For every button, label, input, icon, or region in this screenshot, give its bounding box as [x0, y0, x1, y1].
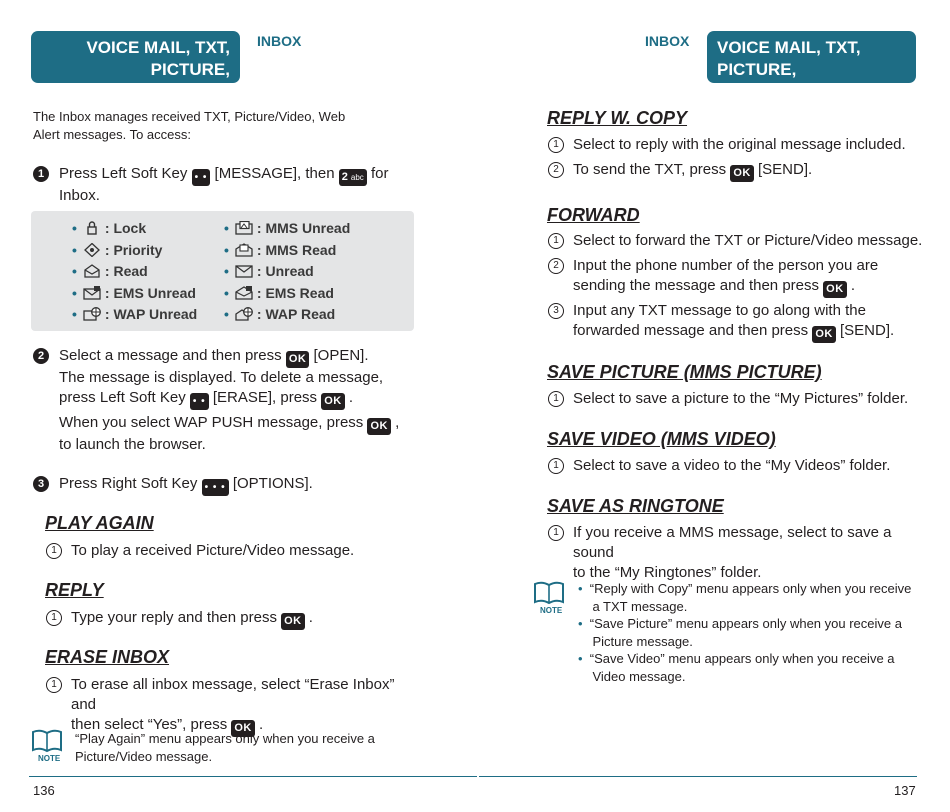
- item-number: 1: [548, 391, 564, 407]
- item-number: 1: [548, 458, 564, 474]
- heading-forward: FORWARD: [547, 205, 640, 225]
- right-footer-rule: [479, 776, 917, 777]
- ok-key-icon: OK: [823, 281, 847, 298]
- legend-item-ems-unread: • : EMS Unread: [72, 285, 196, 301]
- legend-item-read: • : Read: [72, 263, 148, 279]
- right-note-3: • “Save Video” menu appears only when you receive a Video message.: [578, 651, 895, 684]
- forward-item-1: Select to forward the TXT or Picture/Video message.: [573, 232, 923, 249]
- reply-copy-item-2: To send the TXT, press OK [SEND].: [573, 160, 812, 182]
- ems-unread-icon: [83, 286, 101, 300]
- step-2-text: Select a message and then press OK [OPEN]. The message is displayed. To delete a message, press Left Soft Key • • [ERASE], press OK .: [59, 346, 419, 410]
- heading-save-as-ringtone: SAVE AS RINGTONE: [547, 496, 724, 516]
- item-number: 3: [548, 303, 564, 319]
- ok-key-icon: OK: [286, 351, 310, 368]
- mms-read-icon: [235, 243, 253, 257]
- save-video-item-1: Select to save a video to the “My Videos” folder.: [573, 457, 891, 474]
- banner-line1: VOICE MAIL, TXT, PICTURE,: [717, 38, 861, 79]
- item-number: 1: [46, 610, 62, 626]
- unread-icon: [235, 264, 253, 278]
- intro-text: The Inbox manages received TXT, Picture/Video, Web Alert messages. To access:: [33, 109, 346, 142]
- legend-item-wap-read: • : WAP Read: [224, 306, 336, 322]
- item-number: 1: [548, 137, 564, 153]
- key-2-abc-icon: 2 abc: [339, 169, 367, 186]
- right-page-number: 137: [894, 783, 916, 798]
- ok-key-icon: OK: [231, 720, 255, 737]
- save-ringtone-item-1: If you receive a MMS message, select to save a sound to the “My Ringtones” folder.: [573, 524, 892, 581]
- forward-item-2: Input the phone number of the person you are sending the message and then press OK .: [573, 256, 913, 298]
- right-note-1: • “Reply with Copy” menu appears only when you receive a TXT message.: [578, 581, 912, 614]
- item-number: 1: [46, 677, 62, 693]
- heading-reply: REPLY: [45, 580, 104, 600]
- note-book-icon: [533, 580, 565, 608]
- lock-icon: [83, 221, 101, 235]
- note-label: NOTE: [540, 606, 563, 615]
- step-1-number: 1: [33, 166, 49, 182]
- step-2-wap-text: When you select WAP PUSH message, press OK , to launch the browser.: [59, 414, 400, 453]
- item-number: 2: [548, 258, 564, 274]
- priority-icon: [83, 243, 101, 257]
- note-book-icon: [31, 728, 63, 756]
- step-3-text: Press Right Soft Key • • • [OPTIONS].: [59, 474, 419, 496]
- right-inbox-tag: INBOX: [645, 33, 690, 49]
- reply-text: Type your reply and then press OK .: [71, 608, 313, 630]
- left-inbox-tag: INBOX: [257, 33, 302, 49]
- item-number: 1: [548, 233, 564, 249]
- read-icon: [83, 264, 101, 278]
- right-soft-key-icon: • • •: [202, 479, 229, 496]
- left-page-number: 136: [33, 783, 55, 798]
- ok-key-icon: OK: [730, 165, 754, 182]
- heading-reply-with-copy: REPLY W. COPY: [547, 108, 688, 128]
- ok-key-icon: OK: [321, 393, 345, 410]
- ok-key-icon: OK: [281, 613, 305, 630]
- step-2-number: 2: [33, 348, 49, 364]
- left-soft-key-icon: • •: [190, 393, 209, 410]
- step-1-text: Press Left Soft Key • • [MESSAGE], then 2 abc for Inbox.: [59, 165, 389, 204]
- legend-item-unread: • : Unread: [224, 263, 314, 279]
- ems-read-icon: [235, 286, 253, 300]
- item-number: 1: [548, 525, 564, 541]
- reply-copy-item-1: Select to reply with the original message included.: [573, 136, 906, 153]
- item-number: 2: [548, 162, 564, 178]
- item-number: 1: [46, 543, 62, 559]
- right-section-banner: [707, 31, 916, 101]
- legend-item-lock: • : Lock: [72, 220, 147, 236]
- legend-item-mms-read: • : MMS Read: [224, 242, 337, 258]
- ok-key-icon: OK: [812, 326, 836, 343]
- mms-unread-icon: [235, 221, 253, 235]
- left-note-text: “Play Again” menu appears only when you receive a Picture/Video message.: [75, 731, 375, 764]
- legend-item-wap-unread: • : WAP Unread: [72, 306, 198, 322]
- note-label: NOTE: [38, 754, 61, 763]
- heading-play-again: PLAY AGAIN: [45, 513, 154, 533]
- left-soft-key-icon: • •: [192, 169, 211, 186]
- ok-key-icon: OK: [367, 418, 391, 435]
- wap-unread-icon: [83, 307, 101, 321]
- legend-item-priority: • : Priority: [72, 242, 163, 258]
- left-footer-rule: [29, 776, 477, 777]
- legend-item-mms-unread: • : MMS Unread: [224, 220, 351, 236]
- heading-save-video: SAVE VIDEO (MMS VIDEO): [547, 429, 776, 449]
- banner-line2: VIDEO MESSAGING: [68, 82, 230, 101]
- banner-line2: VIDEO MESSAGING: [717, 82, 879, 101]
- erase-inbox-text: To erase all inbox message, select “Erase Inbox” and then select “Yes”, press OK .: [71, 675, 416, 737]
- heading-save-picture: SAVE PICTURE (MMS PICTURE): [547, 362, 822, 382]
- wap-read-icon: [235, 307, 253, 321]
- banner-line1: VOICE MAIL, TXT, PICTURE,: [86, 38, 230, 79]
- left-section-banner: [31, 31, 240, 101]
- step-3-number: 3: [33, 476, 49, 492]
- heading-erase-inbox: ERASE INBOX: [45, 647, 170, 667]
- save-picture-item-1: Select to save a picture to the “My Pictures” folder.: [573, 390, 909, 407]
- play-again-text: To play a received Picture/Video message.: [71, 542, 355, 559]
- forward-item-3: Input any TXT message to go along with the forwarded message and then press OK [SEND].: [573, 301, 913, 343]
- legend-item-ems-read: • : EMS Read: [224, 285, 334, 301]
- right-note-2: • “Save Picture” menu appears only when you receive a Picture message.: [578, 616, 902, 649]
